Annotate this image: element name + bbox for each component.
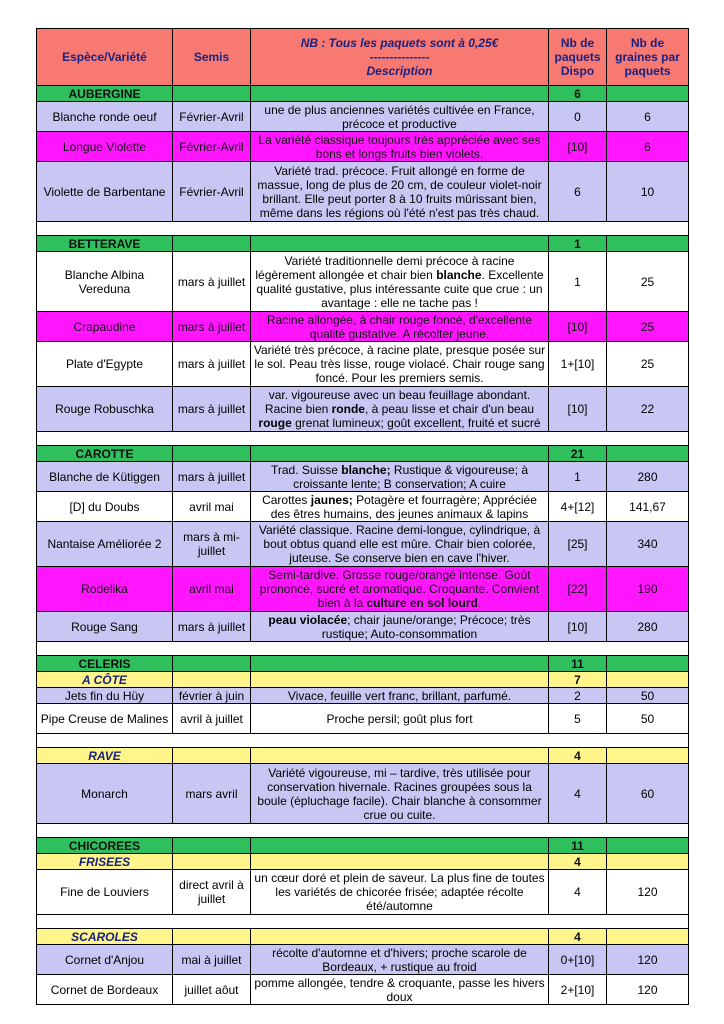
table-header-row bbox=[37, 29, 689, 86]
graines-count: 10 bbox=[607, 162, 689, 222]
variety-name: Blanche Albina Vereduna bbox=[37, 252, 173, 312]
table-row bbox=[37, 567, 689, 612]
header-description bbox=[251, 29, 549, 86]
table-row bbox=[37, 764, 689, 824]
variety-description: Proche persil; goût plus fort bbox=[251, 704, 549, 734]
graines-count: 25 bbox=[607, 252, 689, 312]
graines-count: 120 bbox=[607, 945, 689, 975]
variety-name: Violette de Barbentane bbox=[37, 162, 173, 222]
paquets-count: [25] bbox=[549, 522, 607, 567]
header-espece: Espèce/Variété bbox=[37, 29, 173, 86]
graines-count: 50 bbox=[607, 688, 689, 704]
section-count: 11 bbox=[549, 656, 607, 672]
semis-period: février à juin bbox=[173, 688, 251, 704]
table-row bbox=[37, 162, 689, 222]
variety-description: Variété trad. précoce. Fruit allongé en forme de massue, long de plus de 20 cm, de couleur violet-noir brillant. Elle peut porter 8 à 10 fruits mûrissant bien, même dans les régions où l'été n'est pas très chaud. bbox=[251, 162, 549, 222]
header-semis: Semis bbox=[173, 29, 251, 86]
semis-period: mars avril bbox=[173, 764, 251, 824]
paquets-count: 4 bbox=[549, 764, 607, 824]
subsection-count: 4 bbox=[549, 929, 607, 945]
variety-description: Semi-tardive. Grosse rouge/orangé intense. Goût prononcé, sucré et aromatique. Croquante. Convient bien à la culture en sol lourd. bbox=[251, 567, 549, 612]
variety-description: Variété vigoureuse, mi – tardive, très utilisée pour conservation hivernale. Racines groupées sous la boule (épluchage facile). Chair blanche à consommer crue ou cuite. bbox=[251, 764, 549, 824]
section-row-celeris bbox=[37, 656, 689, 672]
header-description-label: Description bbox=[366, 64, 433, 78]
variety-description: peau violacée; chair jaune/orange; Précoce; très rustique; Auto-consommation bbox=[251, 612, 549, 642]
subsection-count: 4 bbox=[549, 748, 607, 764]
table-row bbox=[37, 870, 689, 915]
section-name: CELERIS bbox=[37, 656, 173, 672]
variety-name: Blanche ronde oeuf bbox=[37, 102, 173, 132]
section-name: CAROTTE bbox=[37, 446, 173, 462]
variety-description: Trad. Suisse blanche; Rustique & vigoureuse; à croissante lente; B conservation; A cuire bbox=[251, 462, 549, 492]
variety-description: La variété classique toujours très appréciée avec ses bons et longs fruits bien violets. bbox=[251, 132, 549, 162]
variety-name: Nantaise Améliorée 2 bbox=[37, 522, 173, 567]
graines-count: 120 bbox=[607, 870, 689, 915]
semis-period: Février-Avril bbox=[173, 162, 251, 222]
semis-period: mars à juillet bbox=[173, 612, 251, 642]
table-row bbox=[37, 462, 689, 492]
semis-period: Février-Avril bbox=[173, 102, 251, 132]
graines-count: 141,67 bbox=[607, 492, 689, 522]
graines-count: 120 bbox=[607, 975, 689, 1005]
variety-description: Carottes jaunes; Potagère et fourragère; Appréciée des êtres humains, des jeunes animaux & lapins bbox=[251, 492, 549, 522]
paquets-count: 2+[10] bbox=[549, 975, 607, 1005]
semis-period: mars à juillet bbox=[173, 252, 251, 312]
seed-catalog-table bbox=[36, 28, 689, 1005]
paquets-count: 4+[12] bbox=[549, 492, 607, 522]
variety-name: Rodelika bbox=[37, 567, 173, 612]
subsection-row-rave bbox=[37, 748, 689, 764]
graines-count: 6 bbox=[607, 102, 689, 132]
variety-name: Blanche de Kütiggen bbox=[37, 462, 173, 492]
table-row bbox=[37, 342, 689, 387]
semis-period: mars à juillet bbox=[173, 387, 251, 432]
section-name: BETTERAVE bbox=[37, 236, 173, 252]
header-paquets: Nb de paquets Dispo bbox=[549, 29, 607, 86]
subsection-name: RAVE bbox=[37, 748, 173, 764]
paquets-count: 5 bbox=[549, 704, 607, 734]
header-note: NB : Tous les paquets sont à 0,25€ bbox=[300, 36, 499, 50]
paquets-count: 1+[10] bbox=[549, 342, 607, 387]
subsection-row-frisees bbox=[37, 854, 689, 870]
table-row bbox=[37, 387, 689, 432]
paquets-count: 0+[10] bbox=[549, 945, 607, 975]
section-row-carotte bbox=[37, 446, 689, 462]
variety-name: Cornet d'Anjou bbox=[37, 945, 173, 975]
graines-count: 22 bbox=[607, 387, 689, 432]
variety-description: Variété classique. Racine demi-longue, cylindrique, à bout obtus quand elle est mûre. Chair bien colorée, juteuse. Se conserve bien en cave l'hiver. bbox=[251, 522, 549, 567]
subsection-row-scaroles bbox=[37, 929, 689, 945]
paquets-count: [10] bbox=[549, 612, 607, 642]
paquets-count: [10] bbox=[549, 312, 607, 342]
variety-description: récolte d'automne et d'hivers; proche scarole de Bordeaux, + rustique au froid bbox=[251, 945, 549, 975]
header-graines: Nb de graines par paquets bbox=[607, 29, 689, 86]
variety-description: var. vigoureuse avec un beau feuillage abondant. Racine bien ronde, à peau lisse et chair d'un beau rouge grenat lumineux; goût excellent, fruité et sucré bbox=[251, 387, 549, 432]
seed-catalog-sheet bbox=[36, 28, 688, 1005]
graines-count: 25 bbox=[607, 342, 689, 387]
table-row bbox=[37, 312, 689, 342]
section-count: 21 bbox=[549, 446, 607, 462]
section-count: 11 bbox=[549, 838, 607, 854]
semis-period: direct avril à juillet bbox=[173, 870, 251, 915]
paquets-count: 2 bbox=[549, 688, 607, 704]
table-row bbox=[37, 704, 689, 734]
semis-period: avril mai bbox=[173, 567, 251, 612]
table-row bbox=[37, 612, 689, 642]
section-count: 1 bbox=[549, 236, 607, 252]
variety-name: Longue Violette bbox=[37, 132, 173, 162]
variety-name: Jets fin du Hüy bbox=[37, 688, 173, 704]
variety-name: Plate d'Egypte bbox=[37, 342, 173, 387]
variety-description: Racine allongée, à chair rouge foncé, d'excellente qualité gustative. A récolter jeune. bbox=[251, 312, 549, 342]
variety-description: un cœur doré et plein de saveur. La plus fine de toutes les variétés de chicorée frisée; adaptée récolte été/automne bbox=[251, 870, 549, 915]
section-row-aubergine bbox=[37, 86, 689, 102]
subsection-name: FRISEES bbox=[37, 854, 173, 870]
semis-period: mars à juillet bbox=[173, 312, 251, 342]
paquets-count: 1 bbox=[549, 252, 607, 312]
subsection-row-a-cote bbox=[37, 672, 689, 688]
subsection-name: A CÔTE bbox=[37, 672, 173, 688]
section-name: AUBERGINE bbox=[37, 86, 173, 102]
table-row bbox=[37, 522, 689, 567]
variety-description: une de plus anciennes variétés cultivée en France, précoce et productive bbox=[251, 102, 549, 132]
paquets-count: [10] bbox=[549, 132, 607, 162]
variety-name: Pipe Creuse de Malines bbox=[37, 704, 173, 734]
variety-name: Crapaudine bbox=[37, 312, 173, 342]
subsection-name: SCAROLES bbox=[37, 929, 173, 945]
section-name: CHICOREES bbox=[37, 838, 173, 854]
graines-count: 6 bbox=[607, 132, 689, 162]
graines-count: 280 bbox=[607, 462, 689, 492]
paquets-count: [10] bbox=[549, 387, 607, 432]
table-row bbox=[37, 252, 689, 312]
semis-period: Février-Avril bbox=[173, 132, 251, 162]
section-row-chicorees bbox=[37, 838, 689, 854]
subsection-count: 7 bbox=[549, 672, 607, 688]
semis-period: mai à juillet bbox=[173, 945, 251, 975]
table-row bbox=[37, 945, 689, 975]
paquets-count: 1 bbox=[549, 462, 607, 492]
graines-count: 50 bbox=[607, 704, 689, 734]
variety-description: Variété traditionnelle demi précoce à racine légèrement allongée et chair bien blanche. Excellente qualité gustative, plus intéressante cuite que crue : un avantage : elle ne tache pas ! bbox=[251, 252, 549, 312]
variety-name: Monarch bbox=[37, 764, 173, 824]
variety-description: pomme allongée, tendre & croquante, passe les hivers doux bbox=[251, 975, 549, 1005]
table-row bbox=[37, 132, 689, 162]
variety-name: Rouge Robuschka bbox=[37, 387, 173, 432]
semis-period: juillet aôut bbox=[173, 975, 251, 1005]
paquets-count: [22] bbox=[549, 567, 607, 612]
paquets-count: 6 bbox=[549, 162, 607, 222]
graines-count: 60 bbox=[607, 764, 689, 824]
variety-description: Variété très précoce, à racine plate, presque posée sur le sol. Peau très lisse, rouge violacé. Chair rouge sang foncé. Pour les premiers semis. bbox=[251, 342, 549, 387]
graines-count: 280 bbox=[607, 612, 689, 642]
table-row bbox=[37, 688, 689, 704]
semis-period: mars à juillet bbox=[173, 342, 251, 387]
table-row bbox=[37, 102, 689, 132]
table-row bbox=[37, 975, 689, 1005]
subsection-count: 4 bbox=[549, 854, 607, 870]
header-note-separator: --------------- bbox=[369, 50, 430, 64]
table-row bbox=[37, 492, 689, 522]
semis-period: mars à juillet bbox=[173, 462, 251, 492]
variety-name: [D] du Doubs bbox=[37, 492, 173, 522]
graines-count: 190 bbox=[607, 567, 689, 612]
graines-count: 340 bbox=[607, 522, 689, 567]
variety-name: Cornet de Bordeaux bbox=[37, 975, 173, 1005]
semis-period: mars à mi-juillet bbox=[173, 522, 251, 567]
section-count: 6 bbox=[549, 86, 607, 102]
semis-period: avril à juillet bbox=[173, 704, 251, 734]
variety-description: Vivace, feuille vert franc, brillant, parfumé. bbox=[251, 688, 549, 704]
graines-count: 25 bbox=[607, 312, 689, 342]
variety-name: Rouge Sang bbox=[37, 612, 173, 642]
paquets-count: 0 bbox=[549, 102, 607, 132]
section-row-betterave bbox=[37, 236, 689, 252]
paquets-count: 4 bbox=[549, 870, 607, 915]
semis-period: avril mai bbox=[173, 492, 251, 522]
variety-name: Fine de Louviers bbox=[37, 870, 173, 915]
